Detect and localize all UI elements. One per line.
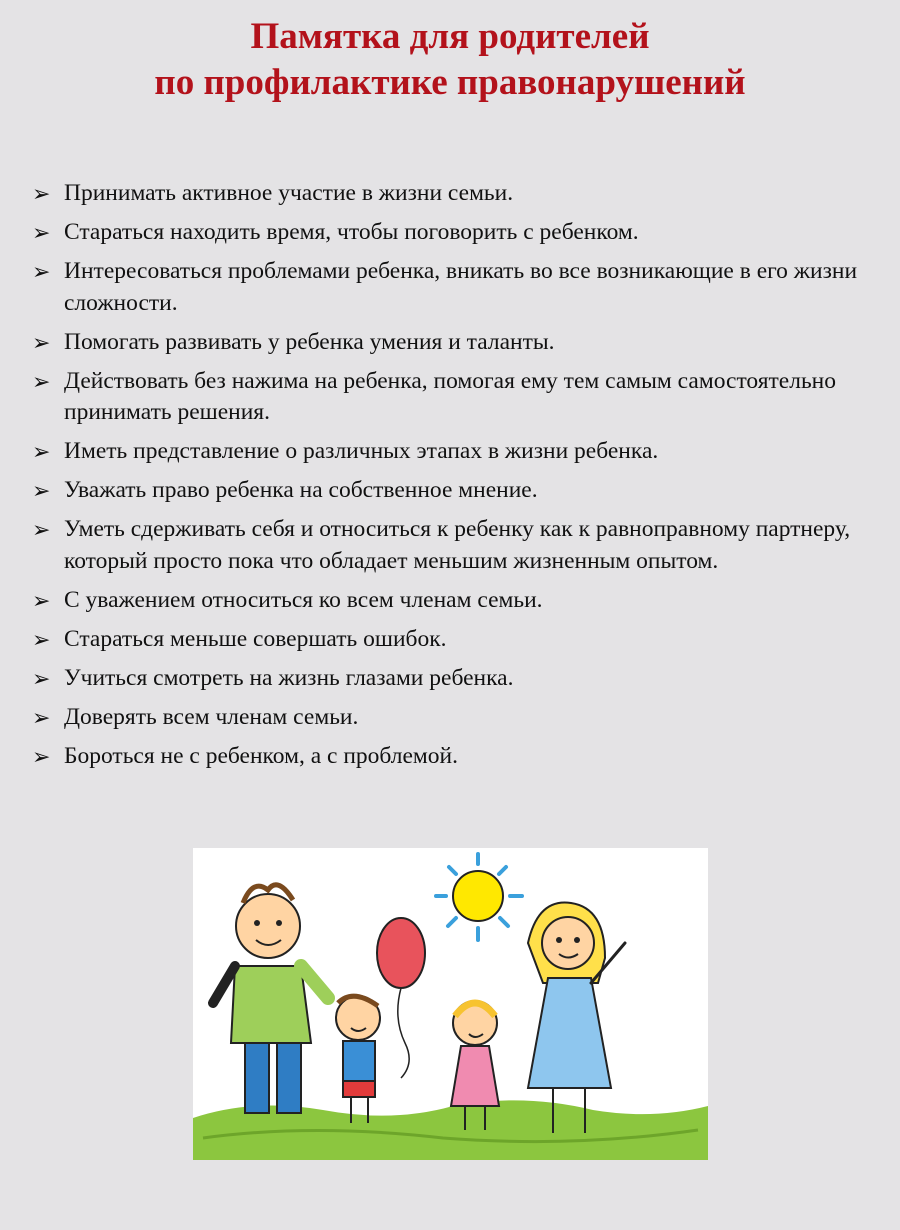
arrow-bullet-icon: ➢ bbox=[32, 627, 51, 653]
arrow-bullet-icon: ➢ bbox=[32, 479, 51, 504]
list-item bbox=[32, 256, 877, 319]
list-item bbox=[32, 663, 877, 695]
arrow-bullet-icon: ➢ bbox=[32, 588, 51, 614]
arrow-bullet-icon: ➢ bbox=[32, 182, 51, 207]
list-item bbox=[32, 217, 877, 249]
list-item-text: Учиться смотреть на жизнь глазами ребенка. bbox=[64, 664, 514, 691]
boy-figure bbox=[336, 996, 380, 1123]
balloon-icon bbox=[377, 918, 425, 1078]
list-item-text: Стараться находить время, чтобы поговорить с ребенком. bbox=[64, 219, 639, 245]
title-line-2: по профилактике правонарушений bbox=[154, 62, 746, 103]
arrow-bullet-icon: ➢ bbox=[32, 744, 51, 770]
list-item bbox=[32, 514, 877, 577]
list-item-text: Помогать развивать у ребенка умения и таланты. bbox=[64, 328, 555, 355]
title-line-1: Памятка для родителей bbox=[250, 16, 650, 57]
list-item bbox=[32, 178, 877, 210]
arrow-bullet-icon: ➢ bbox=[32, 330, 51, 356]
sun-icon bbox=[436, 854, 522, 940]
arrow-bullet-icon: ➢ bbox=[32, 221, 51, 246]
arrow-bullet-icon: ➢ bbox=[32, 440, 51, 465]
list-item-text: Интересоваться проблемами ребенка, вникать во все возникающие в его жизни сложности. bbox=[64, 258, 858, 316]
page-title bbox=[0, 14, 900, 106]
father-figure bbox=[213, 885, 328, 1113]
list-item-text: Уметь сдерживать себя и относиться к ребенку как к равноправному партнеру, который просто пока что обладает меньшим жизненным опытом. bbox=[64, 516, 851, 574]
family-illustration bbox=[193, 848, 708, 1160]
arrow-bullet-icon: ➢ bbox=[32, 666, 51, 692]
arrow-bullet-icon: ➢ bbox=[32, 260, 51, 285]
list-item-text: Действовать без нажима на ребенка, помогая ему тем самым самостоятельно принимать решения. bbox=[64, 367, 837, 425]
grass-ground bbox=[193, 1100, 708, 1160]
list-item-text: Принимать активное участие в жизни семьи. bbox=[64, 180, 514, 206]
list-item bbox=[32, 475, 877, 507]
list-item bbox=[32, 436, 877, 468]
list-item-text: С уважением относиться ко всем членам семьи. bbox=[64, 586, 543, 613]
list-item-text: Бороться не с ребенком, а с проблемой. bbox=[64, 742, 458, 769]
arrow-bullet-icon: ➢ bbox=[32, 369, 51, 395]
list-item bbox=[32, 624, 877, 656]
arrow-bullet-icon: ➢ bbox=[32, 705, 51, 731]
list-item-text: Доверять всем членам семьи. bbox=[64, 703, 359, 730]
list-item bbox=[32, 702, 877, 734]
list-item bbox=[32, 366, 877, 429]
advice-list bbox=[32, 178, 877, 780]
mother-figure bbox=[528, 903, 625, 1134]
list-item bbox=[32, 741, 877, 773]
arrow-bullet-icon: ➢ bbox=[32, 518, 51, 543]
list-item-text: Иметь представление о различных этапах в жизни ребенка. bbox=[64, 438, 659, 464]
list-item bbox=[32, 327, 877, 359]
family-drawing bbox=[193, 848, 708, 1160]
list-item-text: Уважать право ребенка на собственное мнение. bbox=[64, 477, 538, 503]
list-item-text: Стараться меньше совершать ошибок. bbox=[64, 625, 447, 652]
list-item bbox=[32, 585, 877, 617]
